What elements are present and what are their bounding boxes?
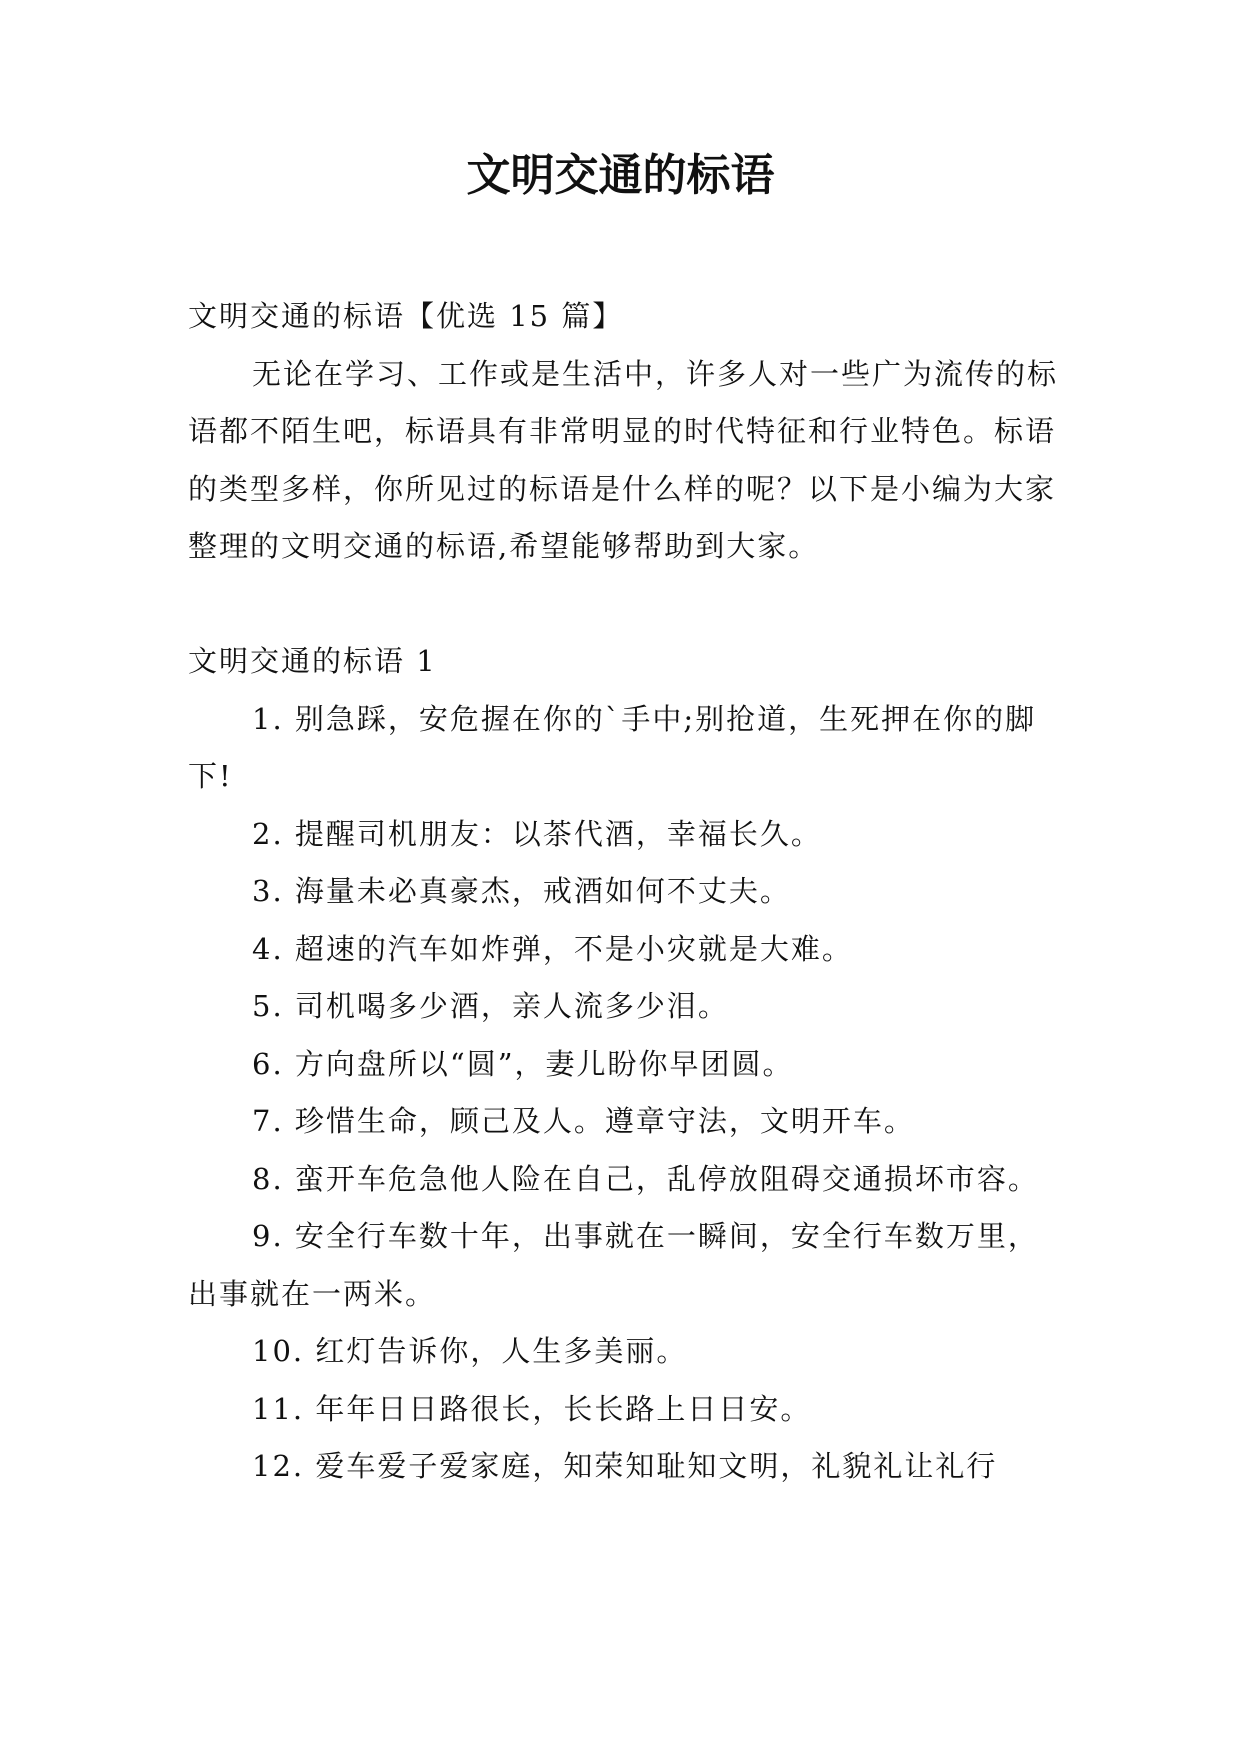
slogan-item: 10. 红灯告诉你，人生多美丽。 [252, 1334, 688, 1368]
slogan-item: 6. 方向盘所以“圆”，妻儿盼你早团圆。 [252, 1046, 794, 1081]
section-heading: 文明交通的标语 1 [188, 644, 437, 678]
slogan-item: 1. 别急踩，安危握在你的`手中;别抢道，生死押在你的脚下! [188, 701, 1037, 793]
document-body [188, 288, 1058, 1496]
slogan-item: 2. 提醒司机朋友：以茶代酒，幸福长久。 [252, 816, 822, 851]
slogan-item: 3. 海量未必真豪杰，戒酒如何不丈夫。 [252, 874, 791, 908]
slogan-item: 5. 司机喝多少酒，亲人流多少泪。 [252, 989, 729, 1023]
slogan-item: 8. 蛮开车危急他人险在自己，乱停放阻碍交通损坏市容。 [252, 1161, 1039, 1196]
document-title: 文明交通的标语 [466, 150, 775, 201]
slogan-item: 9. 安全行车数十年，出事就在一瞬间，安全行车数万里，出事就在一两米。 [188, 1219, 1039, 1311]
slogan-item: 11. 年年日日路很长，长长路上日日安。 [252, 1391, 812, 1426]
paragraph-spacer [188, 576, 1058, 634]
document-subtitle: 文明交通的标语【优选 15 篇】 [188, 299, 624, 333]
intro-paragraph: 无论在学习、工作或是生活中，许多人对一些广为流传的标语都不陌生吧，标语具有非常明显的时代特征和行业特色。标语的类型多样，你所见过的标语是什么样的呢？以下是小编为大家整理的文明交通的标语,希望能够帮助到大家。 [188, 356, 1059, 563]
slogan-item: 4. 超速的汽车如炸弹，不是小灾就是大难。 [252, 931, 853, 966]
slogan-item: 12. 爱车爱子爱家庭，知荣知耻知文明，礼貌礼让礼行 [252, 1449, 998, 1483]
slogan-item: 7. 珍惜生命，顾己及人。遵章守法，文明开车。 [252, 1104, 915, 1138]
